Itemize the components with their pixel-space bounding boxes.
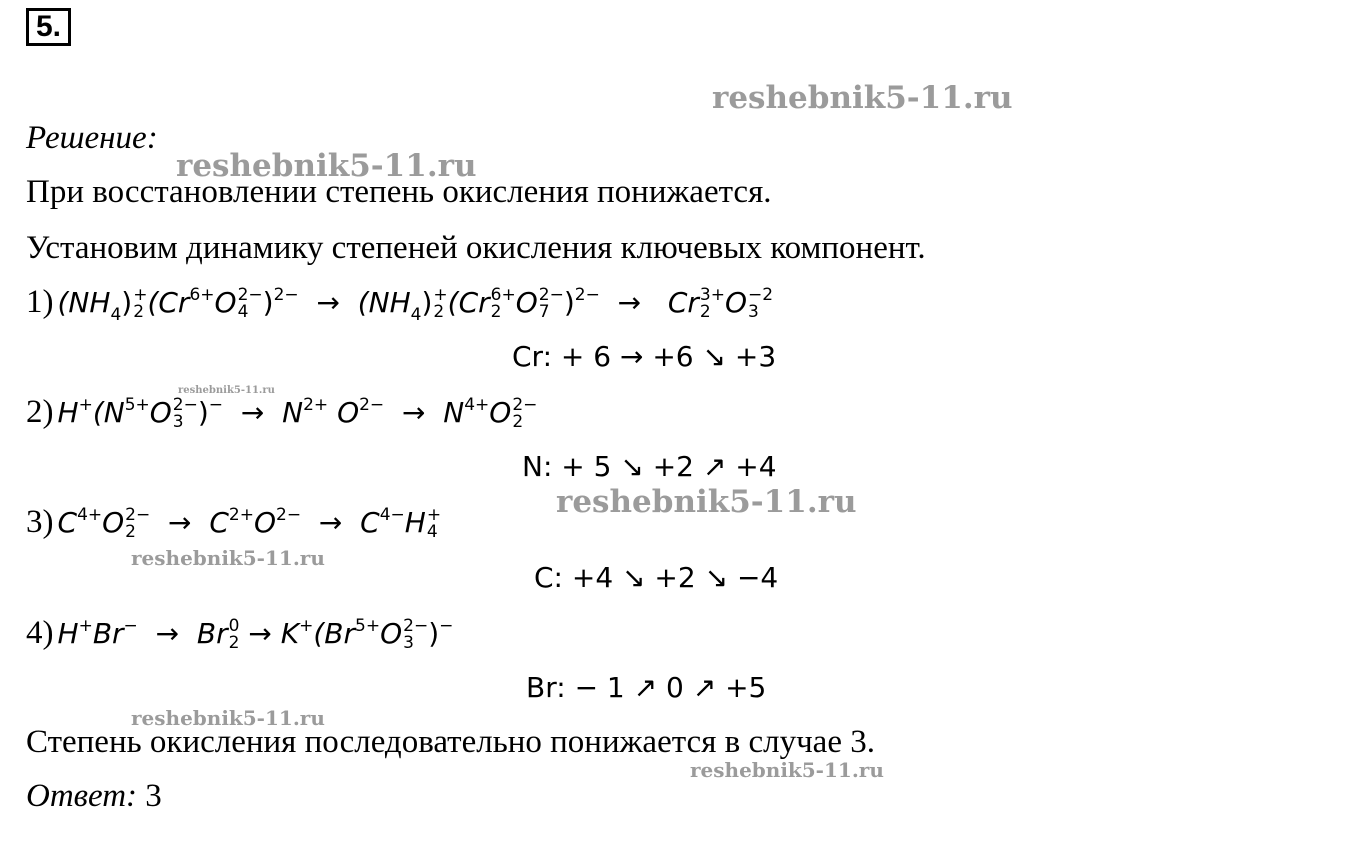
- case-number: 3): [26, 504, 54, 540]
- watermark: reshebnik5-11.ru: [690, 758, 884, 782]
- watermark: reshebnik5-11.ru: [712, 80, 1013, 116]
- case-number: 4): [26, 615, 54, 651]
- task-number: 5.: [26, 8, 71, 46]
- case-number: 2): [26, 394, 54, 430]
- case-2-equation: 2) $H^+(N^{5+}O$ 2− 3 )$^- \to N^{2+}$ $O^{2-} \to N^{4+}O$ 2− 2: [26, 394, 538, 432]
- case-1-dynamics: Cr: + 6 → +6 ↘ +3: [512, 340, 777, 373]
- answer-line: [26, 776, 162, 816]
- answer-label: Ответ:: [26, 778, 138, 814]
- case-number: 1): [26, 284, 54, 320]
- watermark: reshebnik5-11.ru: [131, 546, 325, 570]
- watermark: reshebnik5-11.ru: [556, 484, 857, 520]
- text-line-1: При восстановлении степень окисления понижается.: [26, 174, 772, 210]
- text-line-2: Установим динамику степеней окисления ключевых компонент.: [26, 230, 926, 266]
- case-3-dynamics: C: +4 ↘ +2 ↘ −4: [534, 561, 779, 594]
- answer-value: 3: [145, 778, 162, 814]
- case-3-equation: 3) $C^{4+}O$ 2− 2 → $C^{2+}O^{2-} \to C^{4-}H$ + 4: [26, 504, 442, 542]
- case-4-dynamics: Br: − 1 ↗ 0 ↗ +5: [526, 671, 767, 704]
- watermark: reshebnik5-11.ru: [178, 385, 275, 396]
- watermark: reshebnik5-11.ru: [176, 148, 477, 184]
- conclusion-text: Степень окисления последовательно понижается в случае 3.: [26, 724, 875, 760]
- watermark: reshebnik5-11.ru: [131, 706, 325, 730]
- case-2-dynamics: N: + 5 ↘ +2 ↗ +4: [522, 450, 777, 483]
- case-4-equation: 4) H+Br− → Br 0 2 → $K^+(Br^{5+}O$ 2− 3 )−: [26, 615, 454, 653]
- solution-label: Решение:: [26, 120, 158, 156]
- case-1-equation: 1) $(NH_4)$ + 2 ($Cr^{6+}O$ 2− 4 )$^{2-} \to (NH_4)$ + 2 (Cr 6+ 2 O 2− 7 )$^{2-}$ → Cr 3+ 2 O −2 3: [26, 284, 774, 325]
